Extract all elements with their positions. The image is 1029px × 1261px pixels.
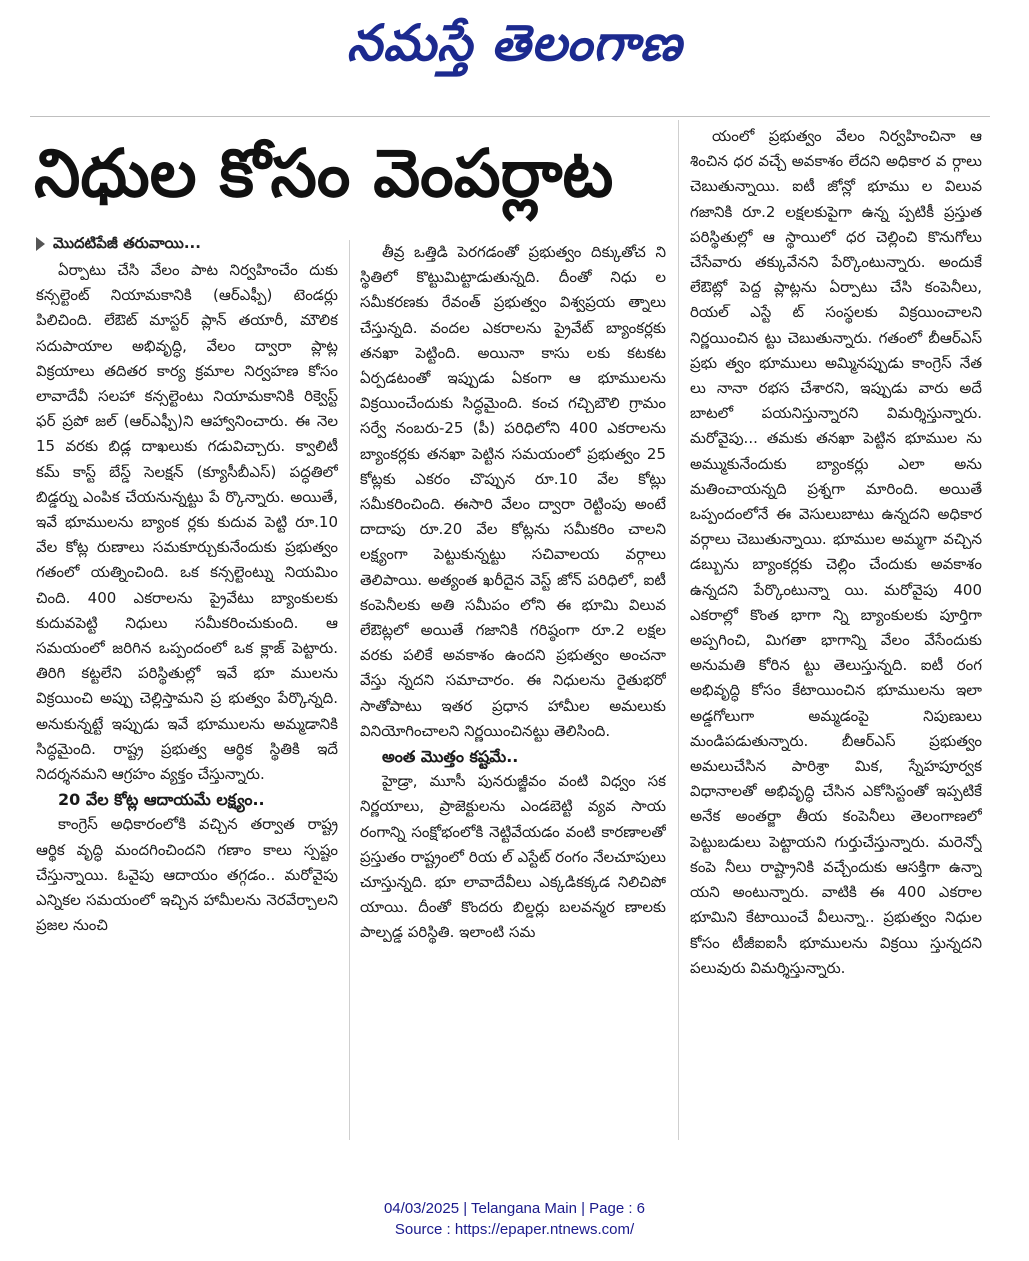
column-divider-2 bbox=[678, 120, 679, 1140]
kicker-text: మొదటిపేజీ తరువాయి... bbox=[53, 234, 201, 252]
arrow-right-icon bbox=[36, 237, 45, 251]
continuation-kicker bbox=[36, 232, 336, 254]
footer-date-edition: 04/03/2025 | Telangana Main | Page : 6 bbox=[383, 1200, 646, 1217]
footer-source: Source : https://epaper.ntnews.com/ bbox=[394, 1221, 635, 1238]
paragraph: హైడ్రా, మూసీ పునరుజ్జీవం వంటి విధ్వం సక నిర్ణయాలు, ప్రాజెక్టులను ఎండబెట్టి వ్యవ సాయ రంగాన్ని సంక్షోభంలోకి నెట్టివేయడం వంటి కారణాలతో ప్రస్తుతం రాష్ట్రంలో రియ ల్ ఎస్టేట్ రంగం నేలచూపులు చూస్తున్నది. భూ లావాదేవీలు ఎక్కడికక్కడ నిలిచిపో యాయి. దీంతో కొందరు బిల్డర్లు బలవన్మర ణాలకు పాల్పడ్డ పరిస్థితి. ఇలాంటి సమ bbox=[360, 772, 666, 942]
paragraph: ఏర్పాటు చేసి వేలం పాట నిర్వహించేం దుకు కన్సల్టెంట్ నియామకానికి (ఆర్ఎఫ్పీ) టెండర్లు పిలిచింది. లేఔట్ మాస్టర్ ప్లాన్ తయారీ, మౌలిక సదుపాయాల అభివృద్ధి, వేలం ద్వారా ప్లాట్ల విక్రయాలు తదితర కార్య క్రమాల నిర్వహణ కోసం లావాదేవీ సలహా కన్సల్టెంటు నియామకానికి రిక్వెస్ట్ ఫర్ ప్రపో జల్ (ఆర్ఎఫ్పీ)ని ఆహ్వానించారు. ఈ నెల 15 వరకు బిడ్ల దాఖలుకు గడువిచ్చారు. క్వాలిటీ కమ్ కాస్ట్ బేస్డ్ సెలక్షన్ (క్యూసీబీఎస్) పద్ధతిలో బిడ్డర్ను ఎంపిక చేయనున్నట్టు పే ర్కొన్నారు. అయితే, ఇవే భూములను బ్యాంక ర్లకు కుదువ పెట్టి రూ.10 వేల కోట్ల రుణాలు సమకూర్చుకునేందుకు ప్రభుత్వం గతంలో యత్నించింది. ఒక కన్సల్టెంట్ను నియమిం చింది. 400 ఎకరాలను ప్రైవేటు బ్యాంకులకు కుదువపెట్టి నిధులు సమీకరించుకుంది. ఆ సమయంలో జరిగిన ఒప్పందంలో ఒక క్లాజ్ పెట్టారు. తిరిగి కట్టలేని పరిస్థితుల్లో ఇవే భూ ములను విక్రయించి అప్పు చెల్లిస్తామని ప్ర భుత్వం పేర్కొన్నది. అనుకున్నట్టే ఇప్పుడు ఇవే భూములను అమ్మడానికి సిద్ధమైంది. రాష్ట్ర ప్రభుత్వ ఆర్థిక స్థితికి ఇదే నిదర్శనమని ఆగ్రహం వ్యక్తం చేస్తున్నారు. bbox=[36, 261, 338, 784]
page-footer bbox=[0, 1198, 1029, 1240]
subheading: 20 వేల కోట్ల ఆదాయమే లక్ష్యం.. bbox=[58, 790, 265, 810]
paragraph: యంలో ప్రభుత్వం వేలం నిర్వహించినా ఆ శించిన ధర వచ్చే అవకాశం లేదని అధికార వ ర్గాలు చెబుతున్నాయి. ఐటీ జోన్లో భూము ల విలువ గజానికి రూ.2 లక్షలకుపైగా ఉన్న ప్పటికీ ప్రస్తుత పరిస్థితుల్లో ఆ స్థాయిలో ధర చెల్లించి కొనుగోలు చేసేవారు తక్కువేనని పేర్కొంటున్నారు. అందుకే లేఔట్లో పెద్ద ప్లాట్లను ఏర్పాటు చేసి కంపెనీలు, రియల్ ఎస్టే ట్ సంస్థలకు విక్రయించాలని నిర్ణయించిన ట్టు చెబుతున్నారు. గతంలో బీఆర్ఎస్ ప్రభు త్వం భూములు అమ్మినప్పుడు కాంగ్రెస్ నేత లు నానా రభస చేశారని, ఇప్పుడు వారు అదే బాటలో పయనిస్తున్నారని విమర్శిస్తున్నారు. మరోవైపు... తమకు తనఖా పెట్టిన భూముల ను అమ్ముకునేందుకు బ్యాంకర్లు ఎలా అను మతించాయన్నది ప్రశ్నగా మారింది. అయితే ఒప్పందంలోనే ఈ వెసులుబాటు ఉన్నదని అధికార వర్గాలు చెబుతున్నాయి. భూముల అమ్మగా వచ్చిన డబ్బును బ్యాంకర్లకు చెల్లిం చేందుకు అవకాశం ఉన్నదని పేర్కొంటున్నా యి. మరోవైపు 400 ఎకరాల్లో కొంత భాగా న్ని బ్యాంకులకు పూర్తిగా అప్పగించి, మిగతా భాగాన్ని వేలం వేసేందుకు అనుమతి కోరిన ట్టు తెలుస్తున్నది. ఐటీ రంగ అభివృద్ధి కోసం కేటాయించిన భూములను ఇలా అడ్డగోలుగా అమ్మడంపై నిపుణులు మండిపడుతున్నారు. బీఆర్ఎస్ ప్రభుత్వం అమలుచేసిన పారిశ్రా మిక, స్నేహపూర్వక విధానాలతో అభివృద్ధి చేసిన ఎకోసిస్టంతో ఇప్పటికే అనేక అంతర్జా తీయ కంపెనీలు తెలంగాణలో పెట్టుబడులు పెట్టాయని గుర్తుచేస్తున్నారు. మరెన్నో కంపె నీలు రాష్ట్రానికి వచ్చేందుకు ఆసక్తిగా ఉన్నా యని అంటున్నారు. వాటికి ఈ 400 ఎకరాల భూమిని కేటాయించే వీలున్నా.. ప్రభుత్వం నిధుల కోసం టీజీఐఐసీ భూములను విక్రయి స్తున్నదని పలువురు విమర్శిస్తున్నారు. bbox=[690, 127, 982, 977]
masthead bbox=[0, 8, 1029, 78]
paragraph: కాంగ్రెస్ అధికారంలోకి వచ్చిన తర్వాత రాష్ట్ర ఆర్థిక వృద్ధి మందగించిందని గణాం కాలు స్పష్టం చేస్తున్నాయి. ఓవైపు ఆదాయం తగ్గడం.. మరోవైపు ఎన్నికల సమయంలో ఇచ్చిన హామీలను నెరవేర్చాలని ప్రజల నుంచి bbox=[36, 815, 338, 935]
column-divider-1 bbox=[349, 240, 350, 1140]
subheading: అంత మొత్తం కష్టమే.. bbox=[382, 747, 519, 767]
article-headline: నిధుల కోసం వెంపర్లాట bbox=[34, 135, 614, 212]
article-column-2 bbox=[360, 240, 666, 1140]
paragraph: తీవ్ర ఒత్తిడి పెరగడంతో ప్రభుత్వం దిక్కుతోచ ని స్థితిలో కొట్టుమిట్టాడుతున్నది. దీంతో నిధు ల సమీకరణకు రేవంత్ ప్రభుత్వం విశ్వప్రయ త్నాలు చేస్తున్నది. వందల ఎకరాలను ప్రైవేట్ బ్యాంకర్లకు తనఖా పెట్టింది. అయినా కాసు లకు కటకట ఏర్పడటంతో ఇప్పుడు ఏకంగా ఆ భూములను విక్రయించేందుకు సిద్ధమైంది. కంచ గచ్చిబౌలి గ్రామం సర్వే నంబరు-25 (పీ) పరిధిలోని 400 ఎకరాలను బ్యాంకర్లకు తనఖా పెట్టిన సమయంలో ప్రభుత్వం 25 కోట్లకు ఎకరం చొప్పున రూ.10 వేల కోట్లు సమీకరించింది. ఈసారి వేలం ద్వారా రెట్టింపు అంటే దాదాపు రూ.20 వేల కోట్లను సమీకరిం చాలని లక్ష్యంగా పెట్టుకున్నట్టు సచివాలయ వర్గాలు తెలిపాయి. అత్యంత ఖరీదైన వెస్ట్ జోన్ పరిధిలో, ఐటీ కంపెనీలకు అతి సమీపం లోని ఈ భూమి విలువ లేఔట్లలో అయితే గజానికి గరిష్ఠంగా రూ.2 లక్షల వరకు పలికే అవకాశం ఉందని ప్రభుత్వం అంచనా వేస్తు న్నదని సమాచారం. ఈ నిధులను రైతుభరో సాతోపాటు ఇతర ప్రధాన హామీల అమలుకు వినియోగించాలని నిర్ణయించినట్టు తెలిసింది. bbox=[360, 243, 666, 740]
masthead-logo: నమస్తే తెలంగాణ bbox=[346, 14, 683, 72]
article-column-1 bbox=[36, 258, 338, 1138]
article-column-3 bbox=[690, 124, 982, 1140]
